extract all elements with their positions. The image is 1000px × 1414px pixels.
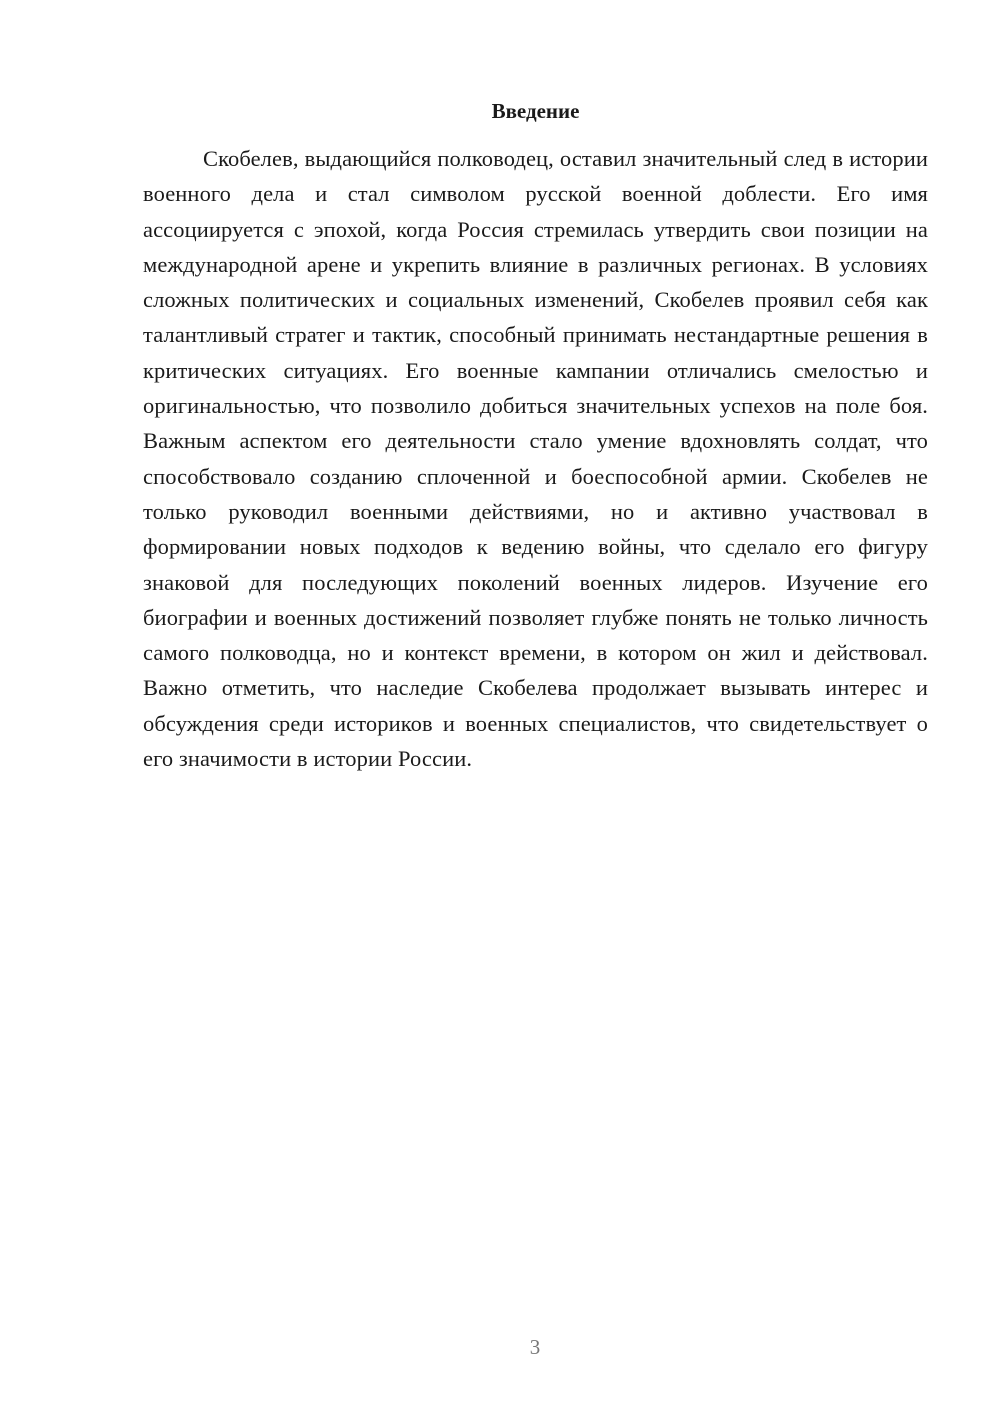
body-paragraph: Скобелев, выдающийся полководец, оставил значительный след в истории военного дела и стал символом русской военной доблести. Его имя ассоциируется с эпохой, когда Россия стремилась утвердить свои позиции на международной арене и укрепить влияние в различных регионах. В условиях сложных политических и социальных изменений, Скобелев проявил себя как талантливый стратег и тактик, способный принимать нестандартные решения в критических ситуациях. Его военные кампании отличались смелостью и оригинальностью, что позволило добиться значительных успехов на поле боя. Важным аспектом его деятельности стало умение вдохновлять солдат, что способствовало созданию сплоченной и боеспособной армии. Скобелев не только руководил военными действиями, но и активно участвовал в формировании новых подходов к ведению войны, что сделало его фигуру знаковой для последующих поколений военных лидеров. Изучение его биографии и военных достижений позволяет глубже понять не только личность самого полководца, но и контекст времени, в котором он жил и действовал. Важно отметить, что наследие Скобелева продолжает вызывать интерес и обсуждения среди историков и военных специалистов, что свидетельствует о его значимости в истории России. xyxy=(143,146,928,772)
page-number: 3 xyxy=(529,1335,541,1359)
section-heading: Введение xyxy=(491,99,580,123)
